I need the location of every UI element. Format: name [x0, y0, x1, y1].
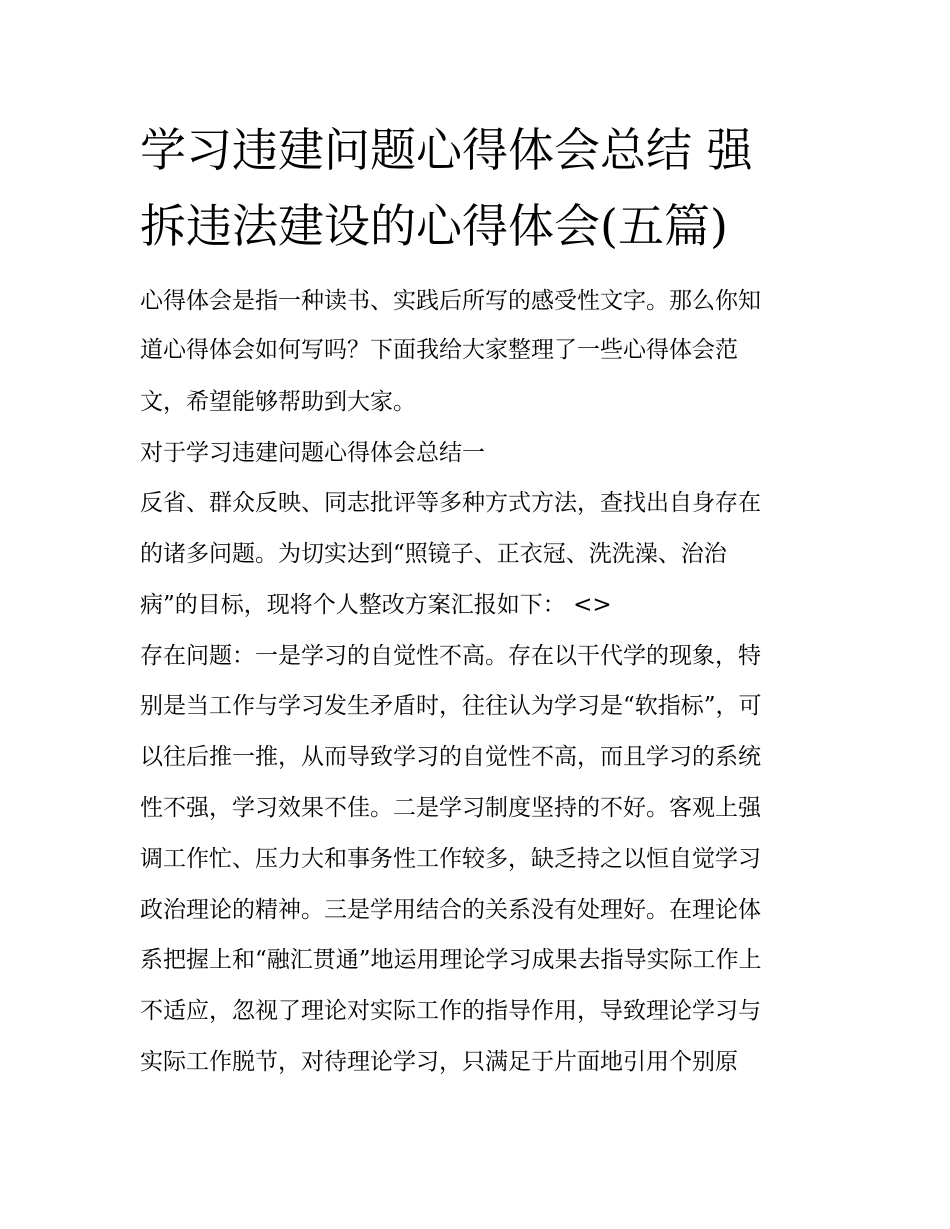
- title-line: 学习违建问题心得体会总结 强: [140, 123, 753, 177]
- intro-line: 心得体会是指一种读书、实践后所写的感受性文字。那么你知: [140, 288, 761, 314]
- title-line: 拆违法建设的心得体会(五篇): [140, 199, 728, 253]
- paragraph-line: 政治理论的精神。三是学用结合的关系没有处理好。在理论体: [140, 897, 761, 923]
- paragraph-line: 不适应，忽视了理论对实际工作的指导作用，导致理论学习与: [140, 998, 761, 1024]
- paragraph-line: 系把握上和“融汇贯通”地运用理论学习成果去指导实际工作上: [140, 947, 762, 973]
- paragraph-line: 反省、群众反映、同志批评等多种方式方法，查找出自身存在: [140, 490, 761, 516]
- paragraph-line: 存在问题：一是学习的自觉性不高。存在以干代学的现象，特: [140, 643, 761, 669]
- paragraph-line: 调工作忙、压力大和事务性工作较多，缺乏持之以恒自觉学习: [140, 846, 761, 872]
- paragraph-line: 的诸多问题。为切实达到“照镜子、正衣冠、洗洗澡、治治: [140, 541, 727, 567]
- paragraph-line: 别是当工作与学习发生矛盾时，往往认为学习是“软指标”，可: [140, 693, 762, 719]
- paragraph-line: 病”的目标，现将个人整改方案汇报如下： <>: [140, 592, 612, 618]
- document-title: [140, 112, 820, 264]
- paragraph-line: 以往后推一推，从而导致学习的自觉性不高，而且学习的系统: [140, 744, 761, 770]
- intro-line: 道心得体会如何写吗？下面我给大家整理了一些心得体会范: [140, 337, 738, 363]
- section-heading: 对于学习违建问题心得体会总结一: [140, 440, 485, 466]
- paragraph-line: 性不强，学习效果不佳。二是学习制度坚持的不好。客观上强: [140, 795, 761, 821]
- paragraph-line: 实际工作脱节，对待理论学习，只满足于片面地引用个别原: [140, 1049, 738, 1075]
- intro-line: 文，希望能够帮助到大家。: [140, 389, 416, 415]
